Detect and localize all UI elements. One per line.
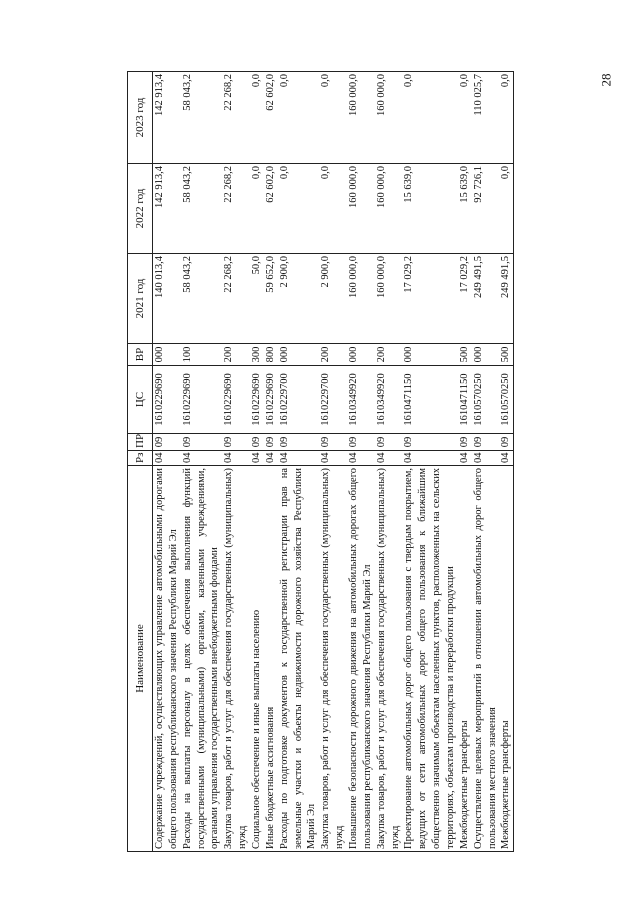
row-name xyxy=(153,466,181,852)
row-name xyxy=(278,466,320,852)
row-rz: 04 xyxy=(222,451,250,466)
row-cs: 1610229690 xyxy=(250,366,264,434)
table-row xyxy=(319,72,347,852)
row-name-line: Социальное обеспечение и иные выплаты населению xyxy=(251,609,263,849)
row-2023: 110 025,7 xyxy=(472,72,500,164)
row-2023: 0,0 xyxy=(499,72,513,164)
row-name xyxy=(222,466,250,852)
row-rz: 04 xyxy=(472,451,500,466)
row-name xyxy=(347,466,375,852)
row-vr: 100 xyxy=(181,344,223,366)
row-name-line: Марий Эл xyxy=(361,564,373,610)
row-rz: 04 xyxy=(402,451,457,466)
row-name-line: внебюджетными фондами xyxy=(209,547,221,665)
row-rz: 04 xyxy=(264,451,278,466)
row-name xyxy=(402,466,457,852)
row-cs: 1610229690 xyxy=(181,366,223,434)
row-2023: 58 043,2 xyxy=(181,72,223,164)
table-row xyxy=(181,72,223,852)
row-name xyxy=(250,466,264,852)
row-2022: 0,0 xyxy=(278,164,320,254)
row-pr: 09 xyxy=(264,434,278,451)
row-2022: 142 913,4 xyxy=(153,164,181,254)
row-pr: 09 xyxy=(375,434,403,451)
row-vr: 200 xyxy=(222,344,250,366)
row-2021: 249 491,5 xyxy=(499,254,513,344)
table-row xyxy=(472,72,500,852)
row-name-line: дорог общего пользования местного значения xyxy=(472,467,498,849)
row-vr: 000 xyxy=(153,344,181,366)
table-row xyxy=(264,72,278,852)
row-name xyxy=(264,466,278,852)
row-vr: 500 xyxy=(499,344,513,366)
row-cs: 1610570250 xyxy=(499,366,513,434)
row-2021: 17 029,2 xyxy=(458,254,472,344)
row-name-line: Повышение безопасности дорожного движения на автомобильных xyxy=(348,543,360,849)
row-2023: 62 602,0 xyxy=(264,72,278,164)
row-name-line: Содержание учреждений, осуществляющих управление xyxy=(154,594,165,849)
row-name-line: учреждениями, органами управления государственными xyxy=(195,468,221,849)
row-vr: 500 xyxy=(458,344,472,366)
row-2022: 0,0 xyxy=(250,164,264,254)
row-pr: 09 xyxy=(458,434,472,451)
table-row xyxy=(153,72,181,852)
table-row xyxy=(375,72,403,852)
row-name-line: Закупка товаров, работ и услуг для обеспечения государственных xyxy=(375,550,387,849)
row-name xyxy=(319,466,347,852)
row-2022: 0,0 xyxy=(499,164,513,254)
row-pr: 09 xyxy=(499,434,513,451)
row-2021: 140 013,4 xyxy=(153,254,181,344)
row-2022: 58 043,2 xyxy=(181,164,223,254)
row-2021: 160 000,0 xyxy=(375,254,403,344)
row-rz: 04 xyxy=(250,451,264,466)
row-2021: 17 029,2 xyxy=(402,254,457,344)
table-row xyxy=(458,72,472,852)
row-2023: 160 000,0 xyxy=(347,72,375,164)
row-name-line: Закупка товаров, работ и услуг для обеспечения государственных xyxy=(223,550,235,849)
row-pr: 09 xyxy=(181,434,223,451)
header-vr: ВР xyxy=(128,344,153,366)
table-row xyxy=(278,72,320,852)
row-cs: 1610229700 xyxy=(278,366,320,434)
row-2021: 249 491,5 xyxy=(472,254,500,344)
row-name-line: Межбюджетные трансферты xyxy=(458,720,470,849)
row-2023: 160 000,0 xyxy=(375,72,403,164)
row-name-line: Межбюджетные трансферты xyxy=(500,720,512,849)
table-body xyxy=(153,72,514,852)
row-2022: 15 639,0 xyxy=(402,164,457,254)
row-pr: 09 xyxy=(278,434,320,451)
table-row xyxy=(499,72,513,852)
row-name-line: Иные бюджетные ассигнования xyxy=(264,706,276,849)
row-2023: 142 913,4 xyxy=(153,72,181,164)
row-name-line: расположенных на сельских территориях, объектам производства и xyxy=(431,468,457,849)
row-2021: 22 268,2 xyxy=(222,254,250,344)
row-2022: 92 726,1 xyxy=(472,164,500,254)
row-2021: 59 652,0 xyxy=(264,254,278,344)
row-rz: 04 xyxy=(153,451,181,466)
row-rz: 04 xyxy=(458,451,472,466)
table-row xyxy=(222,72,250,852)
row-name-line: функций государственными (муниципальными) органами, казенными xyxy=(181,468,207,849)
row-name-line: Закупка товаров, работ и услуг для обеспечения государственных xyxy=(320,550,332,849)
row-cs: 1610349920 xyxy=(375,366,403,434)
header-rz: Рз xyxy=(128,451,153,466)
row-vr: 000 xyxy=(278,344,320,366)
row-name xyxy=(375,466,403,852)
row-cs: 1610471150 xyxy=(402,366,457,434)
row-2021: 50,0 xyxy=(250,254,264,344)
row-pr: 09 xyxy=(250,434,264,451)
row-rz: 04 xyxy=(319,451,347,466)
row-name-line: (муниципальных) нужд xyxy=(375,467,401,849)
row-name xyxy=(472,466,500,852)
row-name-line: прав на земельные участки и объекты недвижимости дорожного xyxy=(278,468,304,849)
row-cs: 1610349920 xyxy=(347,366,375,434)
row-name-line: (муниципальных) нужд xyxy=(320,467,346,849)
row-2023: 0,0 xyxy=(402,72,457,164)
row-2022: 160 000,0 xyxy=(347,164,375,254)
header-2021: 2021 год xyxy=(128,254,153,344)
row-name-line: Расходы на выплаты персоналу в целях обеспечения выполнения xyxy=(181,515,193,849)
row-2021: 160 000,0 xyxy=(347,254,375,344)
row-2022: 62 602,0 xyxy=(264,164,278,254)
row-name-line: (муниципальных) нужд xyxy=(223,467,249,849)
header-2023: 2023 год xyxy=(128,72,153,164)
row-pr: 09 xyxy=(347,434,375,451)
row-vr: 000 xyxy=(402,344,457,366)
row-2021: 58 043,2 xyxy=(181,254,223,344)
row-2023: 0,0 xyxy=(278,72,320,164)
row-name xyxy=(181,466,223,852)
header-cs: ЦС xyxy=(128,366,153,434)
row-vr: 200 xyxy=(375,344,403,366)
row-name-line: Проектирование автомобильных дорог общего пользования с твердым xyxy=(403,524,415,849)
row-rz: 04 xyxy=(375,451,403,466)
row-pr: 09 xyxy=(153,434,181,451)
row-name-line: покрытием, ведущих от сети автомобильных дорог общего пользования xyxy=(403,468,429,849)
row-rz: 04 xyxy=(181,451,223,466)
row-rz: 04 xyxy=(278,451,320,466)
header-2022: 2022 год xyxy=(128,164,153,254)
row-cs: 1610229690 xyxy=(264,366,278,434)
row-2023: 0,0 xyxy=(250,72,264,164)
row-2022: 0,0 xyxy=(319,164,347,254)
row-vr: 000 xyxy=(472,344,500,366)
row-name-line: автомобильными дорогами общего пользования республиканского xyxy=(154,467,179,849)
row-pr: 09 xyxy=(222,434,250,451)
row-2021: 2 900,0 xyxy=(319,254,347,344)
row-pr: 09 xyxy=(402,434,457,451)
row-pr: 09 xyxy=(472,434,500,451)
row-cs: 1610229690 xyxy=(153,366,181,434)
row-name-line: к ближайшим общественно значимым объектам населенных пунктов, xyxy=(417,467,443,849)
row-2023: 22 268,2 xyxy=(222,72,250,164)
row-rz: 04 xyxy=(499,451,513,466)
page-number: 28 xyxy=(598,73,614,87)
row-name-line: переработки продукции xyxy=(445,566,457,674)
row-vr: 300 xyxy=(250,344,264,366)
row-rz: 04 xyxy=(347,451,375,466)
header-pr: ПР xyxy=(128,434,153,451)
header-name: Наименование xyxy=(128,466,153,852)
row-name-line: Осуществление целевых мероприятий в отношении автомобильных xyxy=(472,535,484,849)
table-row xyxy=(402,72,457,852)
row-cs: 1610229700 xyxy=(319,366,347,434)
row-name-line: дорогах общего пользования республиканского значения Республики xyxy=(348,467,373,849)
row-name xyxy=(458,466,472,852)
rotated-sheet xyxy=(127,72,552,852)
table-row xyxy=(347,72,375,852)
table-row xyxy=(250,72,264,852)
row-2023: 0,0 xyxy=(319,72,347,164)
row-cs: 1610229690 xyxy=(222,366,250,434)
row-2023: 0,0 xyxy=(458,72,472,164)
row-2021: 2 900,0 xyxy=(278,254,320,344)
table-header-row xyxy=(128,72,153,852)
row-vr: 800 xyxy=(264,344,278,366)
row-name-line: хозяйства Республики Марий Эл xyxy=(292,468,318,849)
row-name-line: значения Республики Марий Эл xyxy=(167,529,179,673)
budget-table xyxy=(127,71,514,852)
row-2022: 15 639,0 xyxy=(458,164,472,254)
row-vr: 200 xyxy=(319,344,347,366)
row-2022: 22 268,2 xyxy=(222,164,250,254)
row-name xyxy=(499,466,513,852)
row-cs: 1610471150 xyxy=(458,366,472,434)
row-pr: 09 xyxy=(319,434,347,451)
row-vr: 000 xyxy=(347,344,375,366)
row-name-line: Расходы по подготовке документов к государственной регистрации xyxy=(278,514,290,849)
row-cs: 1610570250 xyxy=(472,366,500,434)
row-2022: 160 000,0 xyxy=(375,164,403,254)
